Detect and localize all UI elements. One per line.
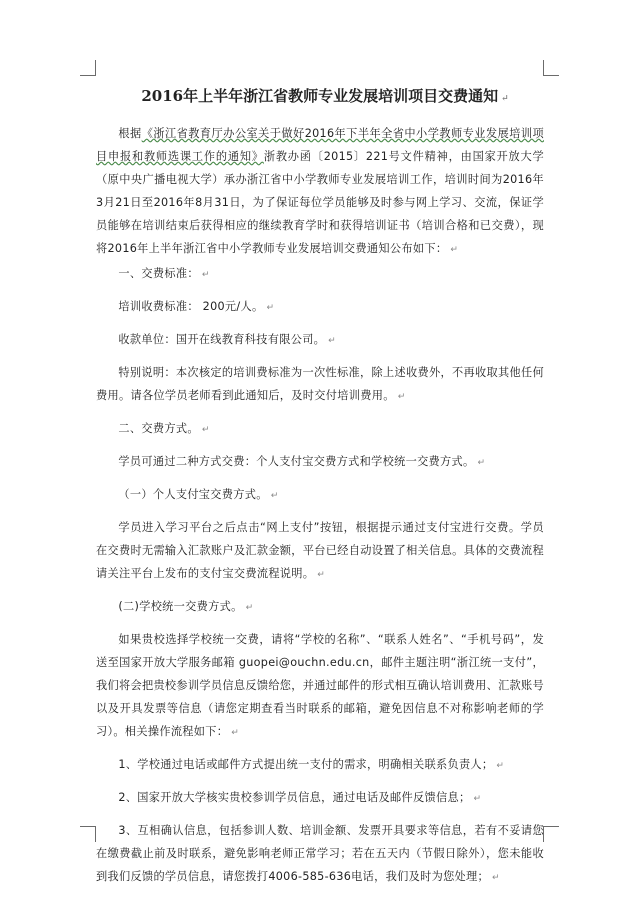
sub1-heading: （一）个人支付宝交费方式。 ↵ <box>118 488 279 501</box>
sub1-body: 学员进入学习平台之后点击“网上支付”按钮，根据提示通过支付宝进行交费。学员在交费时无需输入汇款账户及汇款金额，平台已经自动设置了相关信息。具体的交费流程请关注平台上发布的支付宝交费流程说明。 ↵ <box>96 521 545 580</box>
fee-standard: 培训收费标准： 200元/人。 ↵ <box>118 300 275 313</box>
doc-reference: 《浙江省教育厅办公室关于做好2016年下半年全省中小学教师专业发展培训项目申报和教师选课工作的通知》 <box>96 127 544 163</box>
sub2-body: 如果贵校选择学校统一交费，请将“学校的名称”、“联系人姓名”、“手机号码”，发送至国家开放大学服务邮箱 guopei@ouchn.edu.cn，邮件主题注明“浙江统一支付”，我们将会把贵校参训学员信息反馈给您，并通过邮件的形式相互确认培训费用、汇款账号以及开具发票等信息（请您定期查看当时联系的邮箱，避免因信息不对称影响老师的学习）。相关操作流程如下： ↵ <box>96 633 545 738</box>
payment-methods-intro: 学员可通过二种方式交费：个人支付宝交费方式和学校统一交费方式。 ↵ <box>118 455 486 468</box>
step-2: 2、国家开放大学核实贵校参训学员信息，通过电话及邮件反馈信息； ↵ <box>118 791 482 804</box>
step-1: 1、学校通过电话或邮件方式提出统一支付的需求，明确相关联系负责人； ↵ <box>118 758 505 771</box>
sub2-heading: (二)学校统一交费方式。 ↵ <box>118 600 254 613</box>
step-3: 3、互相确认信息，包括参训人数、培训金额、发票开具要求等信息，若有不妥请您在缴费截止前及时联系，避免影响老师正常学习；若在五天内（节假日除外），您未能收到我们反馈的学员信息，请您拨打4006-585-636电话，我们及时为您处理； ↵ <box>96 824 544 883</box>
page-title: 2016年上半年浙江省教师专业发展培训项目交费通知 ↵ <box>141 87 509 105</box>
section1-heading: 一、交费标准： ↵ <box>118 267 210 280</box>
crop-mark-top-right <box>543 60 559 76</box>
special-note: 特别说明：本次核定的培训费标准为一次性标准，除上述收费外，不再收取其他任何费用。请各位学员老师看到此通知后，及时交付培训费用。 ↵ <box>96 366 544 402</box>
crop-mark-bottom-left <box>80 826 96 842</box>
intro-paragraph: 根据《浙江省教育厅办公室关于做好2016年下半年全省中小学教师专业发展培训项目申报和教师选课工作的通知》浙教办函〔2015〕221号文件精神，由国家开放大学（原中央广播电视大学）承办浙江省中小学教师专业发展培训工作，培训时间为2016年3月21日至2016年8月31日，为了保证每位学员能够及时参与网上学习、交流，保证学员能够在培训结束后获得相应的继续教育学时和获得培训证书（培训合格和已交费），现将2016年上半年浙江省中小学教师专业发展培训交费通知公布如下： ↵ <box>96 127 544 255</box>
document-body <box>96 86 544 890</box>
crop-mark-top-left <box>80 60 96 76</box>
payee: 收款单位：国开在线教育科技有限公司。 ↵ <box>118 333 337 346</box>
section2-heading: 二、交费方式。 ↵ <box>118 422 210 435</box>
crop-mark-bottom-right <box>543 826 559 842</box>
